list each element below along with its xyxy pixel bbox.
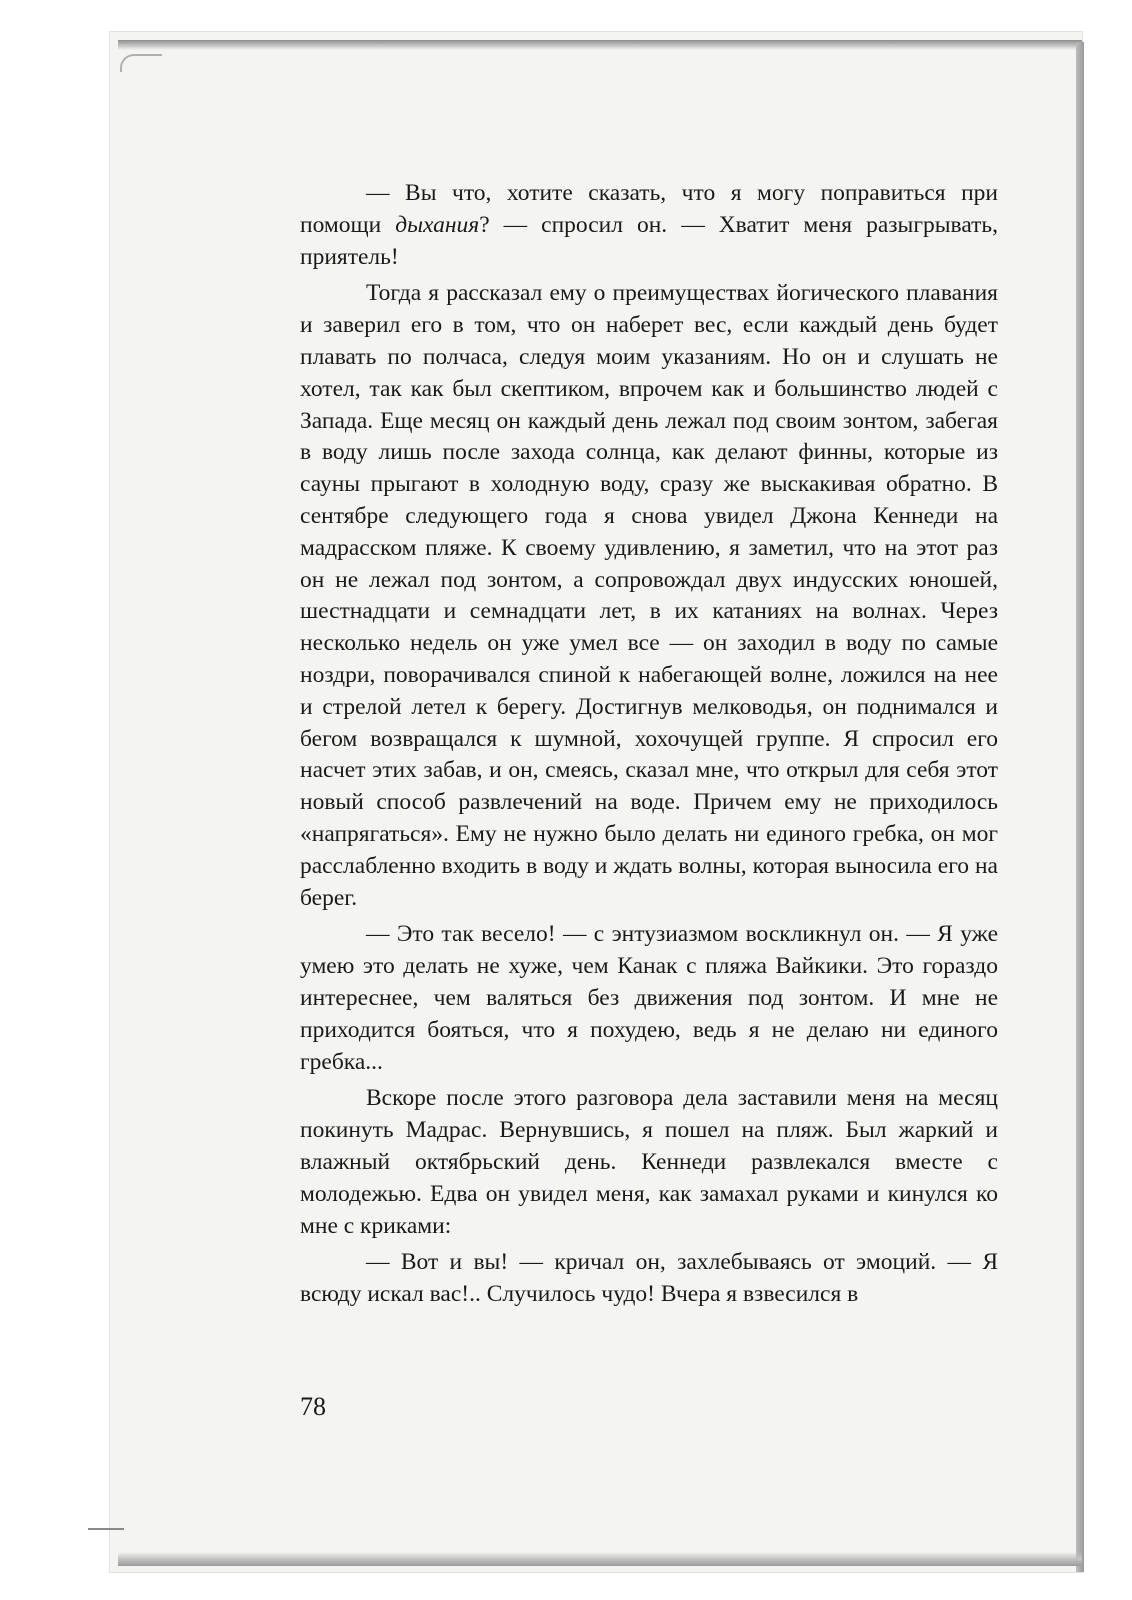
paragraph-dialogue-fun: — Это так весело! — с энтузиазмом воскликнул он. — Я уже умею это делать не хуже, чем Канак с пляжа Вайкики. Это гораздо интереснее, чем валяться без движения под зонтом. И мне не приходится бояться, что я похудею, ведь я не делаю ни единого гребка...: [300, 921, 998, 1075]
paragraph-text: — Вы что, хотите сказать, что я могу поправиться при помощи: [300, 180, 998, 238]
sheet-right-edge-shadow: [1076, 42, 1084, 1572]
emphasis-text: дыхания: [395, 211, 480, 238]
paragraph-dialogue-miracle: — Вот и вы! — кричал он, захлебываясь от эмоций. — Я всюду искал вас!.. Случилось чудо! Вчера я взвесился в: [300, 1249, 998, 1308]
sheet-left-mark: [88, 1528, 124, 1530]
sheet-top-edge-shadow: [118, 40, 1082, 50]
paragraph-dialogue-breathing: [300, 178, 998, 273]
sheet-bottom-edge-shadow: [118, 1552, 1082, 1566]
body-text: [300, 178, 998, 1311]
page-number: 78: [300, 1392, 326, 1421]
paragraph-text: ? — спросил он. — Хватит меня разыгрывать, приятель!: [300, 211, 998, 270]
sheet-corner-mark: [120, 54, 162, 72]
paragraph-narrative-swimming: Тогда я рассказал ему о преимуществах йогического плавания и заверил его в том, что он наберет вес, если каждый день будет плавать по полчаса, следуя моим указаниям. Но он и слушать не хотел, так как был скептиком, впрочем как и большинство людей с Запада. Еще месяц он каждый день лежал под своим зонтом, забегая в воду лишь после захода солнца, как делают финны, которые из сауны прыгают в холодную воду, сразу же выскакивая обратно. В сентябре следующего года я снова увидел Джона Кеннеди на мадрасском пляже. К своему удивлению, я заметил, что на этот раз он не лежал под зонтом, а сопровождал двух индусских юношей, шестнадцати и семнадцати лет, в их катаниях на волнах. Через несколько недель он уже умел все — он заходил в воду по самые ноздри, поворачивался спиной к набегающей волне, ложился на нее и стрелой летел к берегу. Достигнув мелководья, он поднимался и бегом возвращался к шумной, хохочущей группе. Я спросил его насчет этих забав, и он, смеясь, сказал мне, что открыл для себя этот новый способ развлечений на воде. Причем ему не приходилось «напрягаться». Ему не нужно было делать ни единого гребка, он мог расслабленно входить в воду и ждать волны, которая выносила его на берег.: [300, 280, 998, 911]
paragraph-narrative-return: Вскоре после этого разговора дела заставили меня на месяц покинуть Мадрас. Вернувшись, я пошел на пляж. Был жаркий и влажный октябрьский день. Кеннеди развлекался вместе с молодежью. Едва он увидел меня, как замахал руками и кинулся ко мне с криками:: [300, 1085, 998, 1239]
